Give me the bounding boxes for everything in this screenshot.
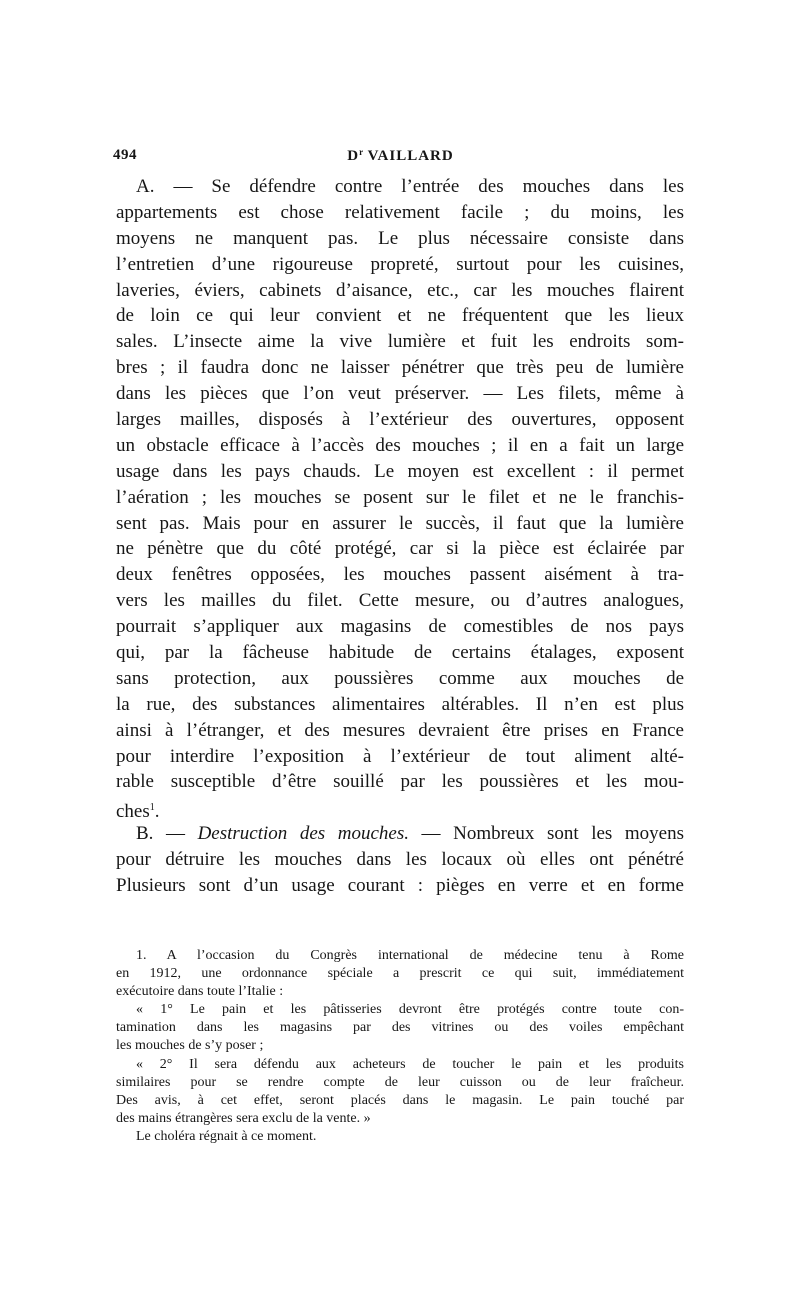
page-number: 494 (113, 147, 137, 163)
footnote-line: « 2° Il sera défendu aux acheteurs de toucher le pain et les produits (136, 1056, 684, 1072)
text-line: dans les pièces que l’on veut préserver. — Les filets, même à (116, 383, 684, 405)
footnote-line: similaires pour se rendre compte de leur cuisson ou de leur fraîcheur. (116, 1074, 684, 1090)
text-line: sales. L’insecte aime la vive lumière et fuit les endroits som- (116, 331, 684, 353)
section-title: Destruction des mouches. (197, 823, 409, 844)
footnote-line: des mains étrangères sera exclu de la vente. » (116, 1110, 371, 1126)
author-prefix: D (347, 148, 360, 164)
first-line-rest: — Nombreux sont les moyens (408, 823, 684, 844)
last-word: ches (116, 801, 150, 823)
text-line: bres ; il faudra donc ne laisser pénétrer que très peu de lumière (116, 357, 684, 379)
text-line-last (116, 795, 684, 821)
footnote-line: tamination dans les magasins par des vitrines ou des voiles empêchant (116, 1020, 684, 1036)
text-line: laveries, éviers, cabinets d’aisance, etc., car les mouches flairent (116, 279, 684, 301)
running-head (113, 147, 688, 169)
footnote-line: « 1° Le pain et les pâtisseries devront être protégés contre toute con- (136, 1002, 684, 1018)
footnote (116, 947, 684, 1146)
text-line: l’aération ; les mouches se posent sur le filet et ne le franchis- (116, 486, 684, 508)
text-line: rable susceptible d’être souillé par les poussières et les mou- (116, 771, 684, 793)
text-line: ainsi à l’étranger, et des mesures devraient être prises en France (116, 719, 684, 741)
text-line: moyens ne manquent pas. Le plus nécessaire consiste dans (116, 227, 684, 249)
section-lead: B. — (136, 823, 198, 844)
text-line: A. — Se défendre contre l’entrée des mouches dans les (136, 176, 684, 197)
text-line: sans protection, aux poussières comme aux mouches de (116, 667, 684, 689)
text-line: pour interdire l’exposition à l’extérieur de tout aliment alté- (116, 745, 684, 767)
last-line-end: . (154, 801, 160, 823)
text-line: appartements est chose relativement facile ; du moins, les (116, 201, 684, 223)
footnote-line: les mouches de s’y poser ; (116, 1038, 264, 1054)
author-name: VAILLARD (367, 148, 454, 164)
text-line: sent pas. Mais pour en assurer le succès, il faut que la lumière (116, 512, 684, 534)
text-line: vers les mailles du filet. Cette mesure, ou d’autres analogues, (116, 590, 684, 612)
footnote-line: exécutoire dans toute l’Italie : (116, 984, 284, 1000)
footnote-line: en 1912, une ordonnance spéciale a prescrit ce qui suit, immédiatement (116, 966, 684, 982)
text-line: larges mailles, disposés à l’extérieur des ouvertures, opposent (116, 409, 684, 431)
paragraph-b (116, 821, 684, 899)
text-line: de loin ce qui leur convient et ne fréquentent que les lieux (116, 305, 684, 327)
text-line: pour détruire les mouches dans les locaux où elles ont pénétré (116, 848, 684, 870)
text-line: qui, par la fâcheuse habitude de certains étalages, exposent (116, 642, 684, 664)
text-line: l’entretien d’une rigoureuse propreté, surtout pour les cuisines, (116, 253, 684, 275)
running-head-author (113, 147, 688, 165)
text-line-first (116, 821, 684, 847)
text-line: un obstacle efficace à l’accès des mouches ; il en a fait un large (116, 434, 684, 456)
text-line: usage dans les pays chauds. Le moyen est excellent : il permet (116, 460, 684, 482)
text-line: la rue, des substances alimentaires altérables. Il n’en est plus (116, 693, 684, 715)
paragraph-a (116, 174, 684, 821)
footnote-line: Le choléra régnait à ce moment. (136, 1128, 317, 1144)
footnote-reference: 1 (149, 802, 155, 814)
text-line: ne pénètre que du côté protégé, car si la pièce est éclairée par (116, 538, 684, 560)
author-prefix-sup: r (359, 147, 364, 157)
footnote-line: 1. A l’occasion du Congrès international de médecine tenu à Rome (136, 948, 684, 963)
text-line: pourrait s’appliquer aux magasins de comestibles de nos pays (116, 616, 684, 638)
footnote-line: Des avis, à cet effet, seront placés dans le magasin. Le pain touché par (116, 1092, 684, 1108)
text-line: Plusieurs sont d’un usage courant : pièges en verre et en forme (116, 874, 684, 896)
text-line: deux fenêtres opposées, les mouches passent aisément à tra- (116, 564, 684, 586)
